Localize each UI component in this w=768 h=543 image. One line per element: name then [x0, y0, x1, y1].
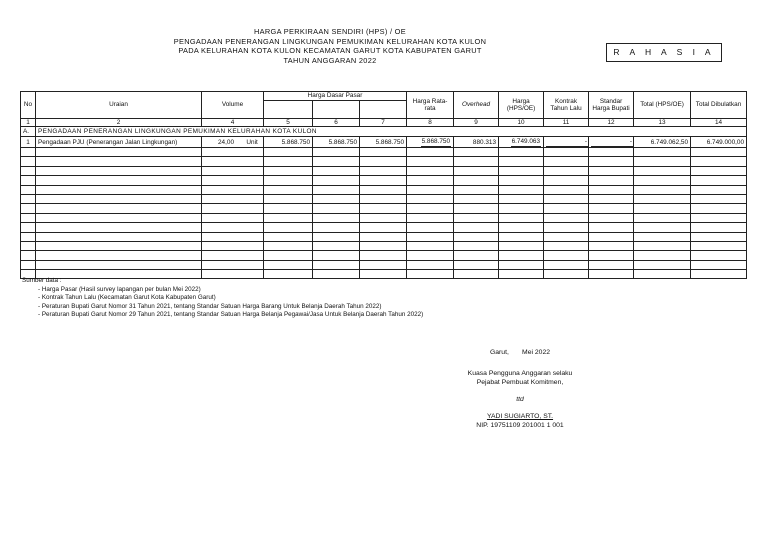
empty-cell: [202, 241, 264, 250]
empty-cell: [691, 232, 747, 241]
column-number: 2: [36, 119, 202, 127]
empty-cell: [313, 148, 360, 157]
empty-cell: [407, 260, 454, 269]
sources-label: Sumber data :: [22, 277, 62, 284]
empty-cell: [202, 223, 264, 232]
signature-name: YADI SUGIARTO, ST.: [486, 413, 554, 420]
section-letter: A.: [21, 127, 36, 137]
empty-cell: [499, 270, 544, 279]
data-sources: [22, 277, 423, 320]
empty-cell: [407, 251, 454, 260]
empty-cell: [360, 166, 407, 175]
empty-cell: [21, 251, 36, 260]
empty-cell: [36, 157, 202, 166]
empty-cell: [544, 213, 589, 222]
item-volume-unit: Unit: [246, 138, 258, 146]
title-line-2: PENGADAAN PENERANGAN LINGKUNGAN PEMUKIMAN KELURAHAN KOTA KULON: [173, 36, 487, 46]
table-row-empty: [21, 251, 747, 260]
empty-cell: [407, 157, 454, 166]
table-row-empty: [21, 157, 747, 166]
empty-cell: [360, 232, 407, 241]
empty-cell: [264, 260, 313, 269]
empty-cell: [264, 223, 313, 232]
column-number: 14: [691, 119, 747, 127]
empty-cell: [21, 232, 36, 241]
empty-cell: [407, 148, 454, 157]
header-harga-dasar-pasar: Harga Dasar Pasar: [264, 92, 407, 101]
empty-cell: [36, 166, 202, 175]
empty-cell: [544, 251, 589, 260]
title-line-3: PADA KELURAHAN KOTA KULON KECAMATAN GARUT KOTA KABUPATEN GARUT: [178, 46, 482, 56]
header-uraian: Uraian: [36, 92, 202, 119]
empty-cell: [21, 148, 36, 157]
empty-cell: [589, 157, 634, 166]
empty-cell: [454, 176, 499, 185]
empty-cell: [454, 185, 499, 194]
signature-block: [440, 348, 600, 430]
empty-cell: [544, 194, 589, 203]
empty-cell: [634, 270, 691, 279]
classification-box: R A H A S I A: [606, 43, 722, 62]
column-number: 7: [360, 119, 407, 127]
item-uraian: Pengadaan PJU (Penerangan Jalan Lingkungan): [36, 137, 202, 148]
empty-cell: [202, 148, 264, 157]
table-row-empty: [21, 148, 747, 157]
empty-cell: [202, 260, 264, 269]
empty-cell: [21, 204, 36, 213]
empty-cell: [499, 223, 544, 232]
table-row-empty: [21, 176, 747, 185]
empty-cell: [313, 204, 360, 213]
empty-cell: [313, 223, 360, 232]
column-number: 13: [634, 119, 691, 127]
signature-role-line-1: Kuasa Pengguna Anggaran selaku: [467, 370, 573, 377]
empty-cell: [589, 213, 634, 222]
empty-cell: [407, 166, 454, 175]
column-number: 10: [499, 119, 544, 127]
signature-place-date: Garut, Mei 2022: [489, 349, 551, 356]
empty-cell: [264, 185, 313, 194]
column-number: 9: [454, 119, 499, 127]
header-pasar-2: [313, 101, 360, 119]
empty-cell: [21, 194, 36, 203]
empty-cell: [634, 223, 691, 232]
item-harga-rata-rata-value: 5.868.750: [421, 138, 451, 145]
empty-cell: [36, 194, 202, 203]
table-row-empty: [21, 204, 747, 213]
section-row: [21, 127, 747, 137]
empty-cell: [544, 157, 589, 166]
empty-cell: [454, 213, 499, 222]
empty-cell: [589, 166, 634, 175]
empty-cell: [21, 157, 36, 166]
empty-cell: [36, 176, 202, 185]
table-row-empty: [21, 185, 747, 194]
column-number: 1: [21, 119, 36, 127]
empty-cell: [634, 185, 691, 194]
empty-cell: [634, 241, 691, 250]
item-no: 1: [21, 137, 36, 148]
empty-cell: [544, 232, 589, 241]
empty-cell: [313, 213, 360, 222]
empty-cell: [691, 260, 747, 269]
empty-cell: [454, 232, 499, 241]
empty-cell: [544, 241, 589, 250]
empty-cell: [691, 157, 747, 166]
source-item: - Kontrak Tahun Lalu (Kecamatan Garut Kota Kabupaten Garut): [38, 294, 216, 302]
empty-cell: [360, 176, 407, 185]
empty-cell: [691, 148, 747, 157]
table-row-empty: [21, 260, 747, 269]
empty-cell: [407, 223, 454, 232]
empty-cell: [407, 241, 454, 250]
empty-cell: [313, 185, 360, 194]
empty-cell: [691, 204, 747, 213]
empty-cell: [360, 251, 407, 260]
empty-cell: [544, 223, 589, 232]
table-row-empty: [21, 194, 747, 203]
column-number-row: [21, 119, 747, 127]
source-item: - Peraturan Bupati Garut Nomor 29 Tahun 2021, tentang Standar Satuan Harga Belanja Pegawai/Jasa Untuk Belanja Daerah Tahun 2022): [38, 311, 424, 319]
header-pasar-3: [360, 101, 407, 119]
item-volume-qty: 24,00: [218, 138, 234, 146]
empty-cell: [454, 260, 499, 269]
empty-cell: [313, 176, 360, 185]
empty-cell: [36, 213, 202, 222]
header-volume: Volume: [202, 92, 264, 119]
table-row-empty: [21, 166, 747, 175]
empty-cell: [634, 148, 691, 157]
column-number: 6: [313, 119, 360, 127]
empty-cell: [36, 185, 202, 194]
empty-cell: [264, 176, 313, 185]
item-harga-pasar-1: 5.868.750: [264, 137, 313, 148]
empty-cell: [21, 241, 36, 250]
empty-cell: [589, 176, 634, 185]
empty-cell: [691, 270, 747, 279]
empty-cell: [634, 232, 691, 241]
empty-cell: [454, 166, 499, 175]
empty-cell: [691, 194, 747, 203]
empty-cell: [634, 251, 691, 260]
empty-cell: [407, 204, 454, 213]
empty-cell: [499, 176, 544, 185]
item-kontrak-tahun-lalu: [544, 137, 589, 148]
item-harga-rata-rata: [407, 137, 454, 148]
item-standar-harga-bupati: [589, 137, 634, 148]
header-harga-rata-rata: Harga Rata-rata: [407, 92, 454, 119]
header-harga-hps: Harga (HPS/OE): [499, 92, 544, 119]
empty-cell: [544, 270, 589, 279]
empty-cell: [634, 176, 691, 185]
empty-cell: [634, 260, 691, 269]
empty-cell: [264, 194, 313, 203]
empty-cell: [36, 251, 202, 260]
empty-cell: [691, 213, 747, 222]
empty-cell: [691, 185, 747, 194]
empty-cell: [360, 223, 407, 232]
empty-cell: [264, 251, 313, 260]
empty-cell: [544, 176, 589, 185]
empty-cell: [202, 204, 264, 213]
header-total-hps: Total (HPS/OE): [634, 92, 691, 119]
empty-cell: [360, 260, 407, 269]
empty-cell: [202, 176, 264, 185]
table-row-empty: [21, 213, 747, 222]
table-row-empty: [21, 223, 747, 232]
empty-cell: [264, 213, 313, 222]
empty-cell: [36, 241, 202, 250]
empty-cell: [202, 251, 264, 260]
empty-cell: [691, 241, 747, 250]
empty-cell: [202, 185, 264, 194]
empty-cell: [499, 213, 544, 222]
signature-nip: NIP. 19751109 201001 1 001: [476, 422, 564, 429]
empty-cell: [544, 260, 589, 269]
empty-cell: [407, 213, 454, 222]
column-number: 12: [589, 119, 634, 127]
document-title: [150, 27, 510, 65]
empty-cell: [21, 185, 36, 194]
header-pasar-1: [264, 101, 313, 119]
signature-role-line-2: Pejabat Pembuat Komitmen,: [476, 379, 564, 386]
empty-cell: [634, 213, 691, 222]
empty-cell: [360, 213, 407, 222]
column-number: 8: [407, 119, 454, 127]
header-total-dibulatkan: Total Dibulatkan: [691, 92, 747, 119]
empty-cell: [589, 223, 634, 232]
empty-cell: [454, 194, 499, 203]
source-item: - Peraturan Bupati Garut Nomor 31 Tahun 2021, tentang Standar Satuan Harga Barang Untuk Belanja Daerah Tahun 2022): [38, 302, 382, 310]
empty-cell: [313, 166, 360, 175]
empty-cell: [202, 213, 264, 222]
empty-cell: [407, 185, 454, 194]
item-standar-value: -: [591, 137, 633, 147]
empty-cell: [202, 166, 264, 175]
hps-table: [20, 91, 747, 279]
empty-cell: [589, 260, 634, 269]
empty-cell: [454, 270, 499, 279]
empty-cell: [21, 166, 36, 175]
empty-cell: [499, 260, 544, 269]
empty-cell: [589, 185, 634, 194]
empty-cell: [21, 176, 36, 185]
empty-cell: [634, 194, 691, 203]
empty-cell: [360, 157, 407, 166]
table-row-empty: [21, 241, 747, 250]
item-total-hps: 6.749.062,50: [634, 137, 691, 148]
header-kontrak-tahun-lalu: Kontrak Tahun Lalu: [544, 92, 589, 119]
empty-cell: [691, 166, 747, 175]
empty-cell: [360, 148, 407, 157]
empty-cell: [202, 157, 264, 166]
empty-cell: [454, 241, 499, 250]
empty-cell: [21, 223, 36, 232]
empty-cell: [21, 260, 36, 269]
empty-cell: [360, 194, 407, 203]
empty-cell: [313, 157, 360, 166]
item-harga-pasar-2: 5.868.750: [313, 137, 360, 148]
empty-cell: [21, 213, 36, 222]
empty-cell: [691, 176, 747, 185]
column-number: 11: [544, 119, 589, 127]
empty-cell: [407, 232, 454, 241]
blank-rows: [21, 148, 747, 279]
empty-cell: [264, 204, 313, 213]
empty-cell: [499, 166, 544, 175]
empty-cell: [589, 232, 634, 241]
empty-cell: [544, 204, 589, 213]
empty-cell: [264, 157, 313, 166]
header-overhead: Overhead: [454, 92, 499, 119]
empty-cell: [499, 251, 544, 260]
empty-cell: [589, 270, 634, 279]
empty-cell: [313, 232, 360, 241]
empty-cell: [264, 148, 313, 157]
title-line-4: TAHUN ANGGARAN 2022: [283, 55, 377, 65]
empty-cell: [634, 204, 691, 213]
empty-cell: [691, 223, 747, 232]
item-harga-pasar-3: 5.868.750: [360, 137, 407, 148]
empty-cell: [36, 260, 202, 269]
empty-cell: [313, 260, 360, 269]
item-overhead: 880.313: [454, 137, 499, 148]
empty-cell: [544, 166, 589, 175]
item-volume: [202, 137, 264, 148]
empty-cell: [589, 204, 634, 213]
empty-cell: [36, 223, 202, 232]
item-harga-hps-value: 6.749.063: [511, 138, 541, 145]
title-line-1: HARGA PERKIRAAN SENDIRI (HPS) / OE: [254, 27, 406, 36]
header-no: No: [21, 92, 36, 119]
empty-cell: [202, 232, 264, 241]
empty-cell: [454, 223, 499, 232]
empty-cell: [499, 194, 544, 203]
empty-cell: [499, 232, 544, 241]
empty-cell: [313, 251, 360, 260]
empty-cell: [634, 157, 691, 166]
empty-cell: [264, 166, 313, 175]
empty-cell: [264, 241, 313, 250]
column-number: 5: [264, 119, 313, 127]
empty-cell: [544, 148, 589, 157]
empty-cell: [589, 241, 634, 250]
table-row-empty: [21, 232, 747, 241]
header-standar-harga-bupati: Standar Harga Bupati: [589, 92, 634, 119]
empty-cell: [36, 204, 202, 213]
signature-signed: ttd: [516, 396, 524, 403]
table-row: [21, 137, 747, 148]
empty-cell: [36, 148, 202, 157]
empty-cell: [499, 241, 544, 250]
column-number: 4: [202, 119, 264, 127]
item-kontrak-value: -: [546, 137, 588, 147]
empty-cell: [589, 194, 634, 203]
empty-cell: [454, 148, 499, 157]
empty-cell: [407, 176, 454, 185]
empty-cell: [691, 251, 747, 260]
empty-cell: [313, 194, 360, 203]
source-item: - Harga Pasar (Hasil survey lapangan per bulan Mei 2022): [38, 285, 201, 293]
empty-cell: [454, 157, 499, 166]
empty-cell: [544, 185, 589, 194]
empty-cell: [264, 232, 313, 241]
empty-cell: [499, 148, 544, 157]
section-title: PENGADAAN PENERANGAN LINGKUNGAN PEMUKIMAN KELURAHAN KOTA KULON: [36, 127, 747, 137]
empty-cell: [313, 241, 360, 250]
empty-cell: [407, 194, 454, 203]
empty-cell: [499, 204, 544, 213]
empty-cell: [499, 185, 544, 194]
empty-cell: [360, 204, 407, 213]
empty-cell: [360, 241, 407, 250]
empty-cell: [499, 157, 544, 166]
empty-cell: [202, 194, 264, 203]
empty-cell: [360, 185, 407, 194]
item-harga-hps: [499, 137, 544, 148]
empty-cell: [454, 251, 499, 260]
empty-cell: [36, 232, 202, 241]
empty-cell: [589, 148, 634, 157]
empty-cell: [589, 251, 634, 260]
item-total-dibulatkan: 6.749.000,00: [691, 137, 747, 148]
empty-cell: [454, 204, 499, 213]
empty-cell: [634, 166, 691, 175]
